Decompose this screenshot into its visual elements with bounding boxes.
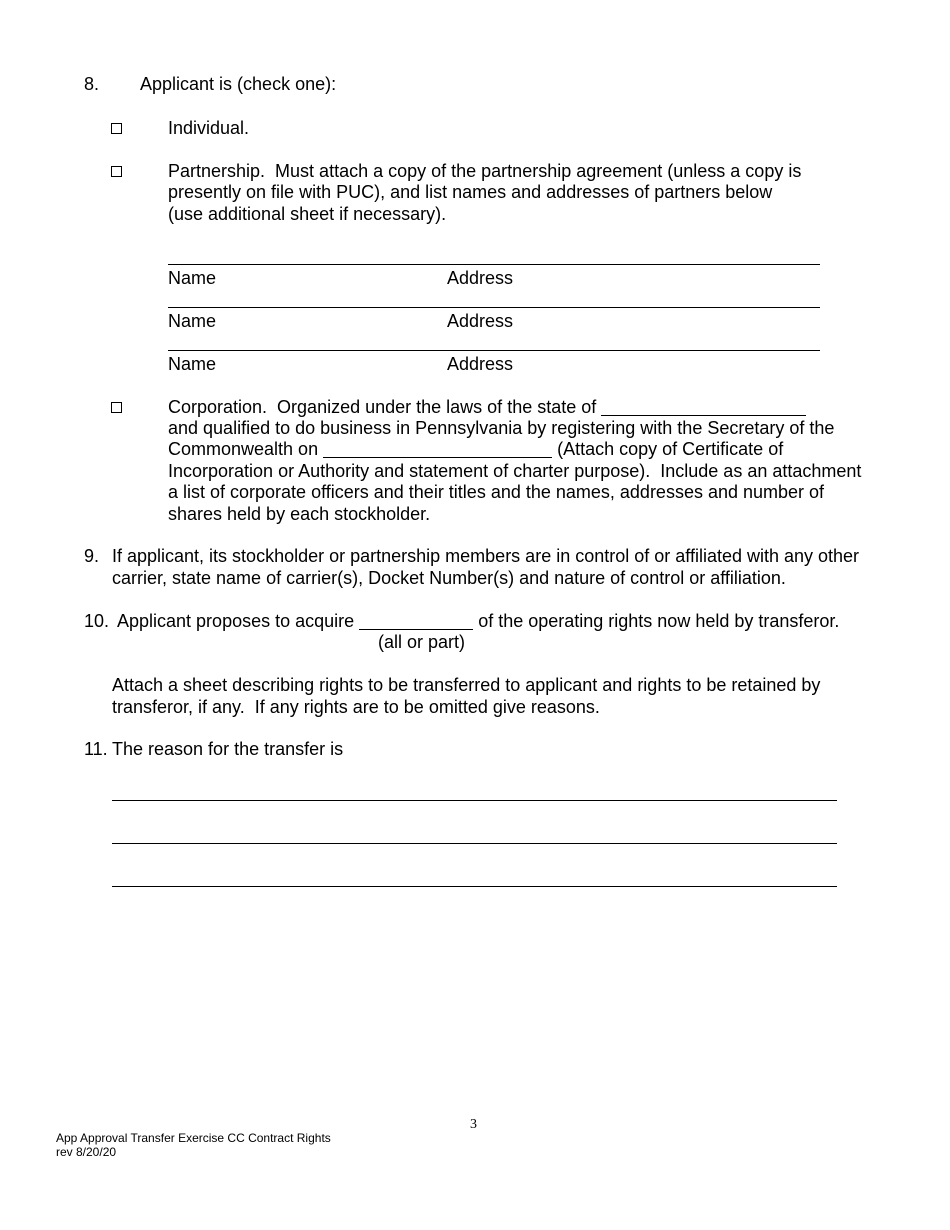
partner-row-1-line[interactable]: [168, 264, 820, 265]
item-10-number: 10.: [84, 611, 110, 631]
partner-row-2-name-label: Name: [168, 311, 217, 331]
item-8-label: Applicant is (check one):: [140, 74, 337, 94]
corporation-text-line-1: [168, 397, 806, 419]
corporation-text-line-6: shares held by each stockholder.: [168, 504, 431, 524]
item-10-after: of the operating rights now held by transferor.: [478, 611, 840, 631]
individual-label: Individual.: [168, 118, 250, 138]
footer-revision: rev 8/20/20: [56, 1145, 117, 1159]
corporation-checkbox[interactable]: [111, 402, 122, 413]
corporation-text-line-3: [168, 439, 783, 461]
corporation-text-line-4: Incorporation or Authority and statement of charter purpose). Include as an attachment: [168, 461, 862, 481]
corporation-text-line-5: a list of corporate officers and their titles and the names, addresses and number of: [168, 482, 825, 502]
footer-form-title: App Approval Transfer Exercise CC Contract Rights: [56, 1131, 331, 1145]
reason-line-2[interactable]: [112, 843, 837, 844]
corporation-line-3-after: (Attach copy of Certificate of: [557, 439, 784, 459]
page-number: 3: [470, 1117, 477, 1132]
item-9-number: 9.: [84, 546, 100, 566]
partnership-text-line-2: presently on file with PUC), and list names and addresses of partners below: [168, 182, 773, 202]
item-11-number: 11.: [84, 739, 108, 759]
item-10-text: [117, 611, 839, 633]
corporation-text-line-2: and qualified to do business in Pennsylvania by registering with the Secretary of the: [168, 418, 835, 438]
item-8-number: 8.: [84, 74, 100, 94]
registration-date-blank[interactable]: [323, 440, 552, 458]
partner-row-1-name-label: Name: [168, 268, 217, 288]
item-9-text-line-2: carrier, state name of carrier(s), Docket Number(s) and nature of control or affiliation.: [112, 568, 786, 588]
corporation-line-1-text: Corporation. Organized under the laws of the state of: [168, 397, 597, 417]
item-9-text-line-1: If applicant, its stockholder or partnership members are in control of or affiliated with any other: [112, 546, 860, 566]
partner-row-3-name-label: Name: [168, 354, 217, 374]
acquire-blank[interactable]: [359, 612, 473, 630]
state-blank[interactable]: [601, 398, 806, 416]
partner-row-2-address-label: Address: [447, 311, 514, 331]
reason-line-1[interactable]: [112, 800, 837, 801]
individual-checkbox[interactable]: [111, 123, 122, 134]
item-11-label: The reason for the transfer is: [112, 739, 344, 759]
corporation-line-3-before: Commonwealth on: [168, 439, 319, 459]
acquire-blank-caption: (all or part): [378, 632, 466, 652]
partnership-text-line-1: Partnership. Must attach a copy of the partnership agreement (unless a copy is: [168, 161, 802, 181]
item-10-before: Applicant proposes to acquire: [117, 611, 355, 631]
partner-row-2-line[interactable]: [168, 307, 820, 308]
reason-line-3[interactable]: [112, 886, 837, 887]
item-10-attach-line-2: transferor, if any. If any rights are to be omitted give reasons.: [112, 697, 600, 717]
partner-row-3-address-label: Address: [447, 354, 514, 374]
partnership-checkbox[interactable]: [111, 166, 122, 177]
partner-row-1-address-label: Address: [447, 268, 514, 288]
partner-row-3-line[interactable]: [168, 350, 820, 351]
item-10-attach-line-1: Attach a sheet describing rights to be transferred to applicant and rights to be retained by: [112, 675, 821, 695]
partnership-text-line-3: (use additional sheet if necessary).: [168, 204, 447, 224]
